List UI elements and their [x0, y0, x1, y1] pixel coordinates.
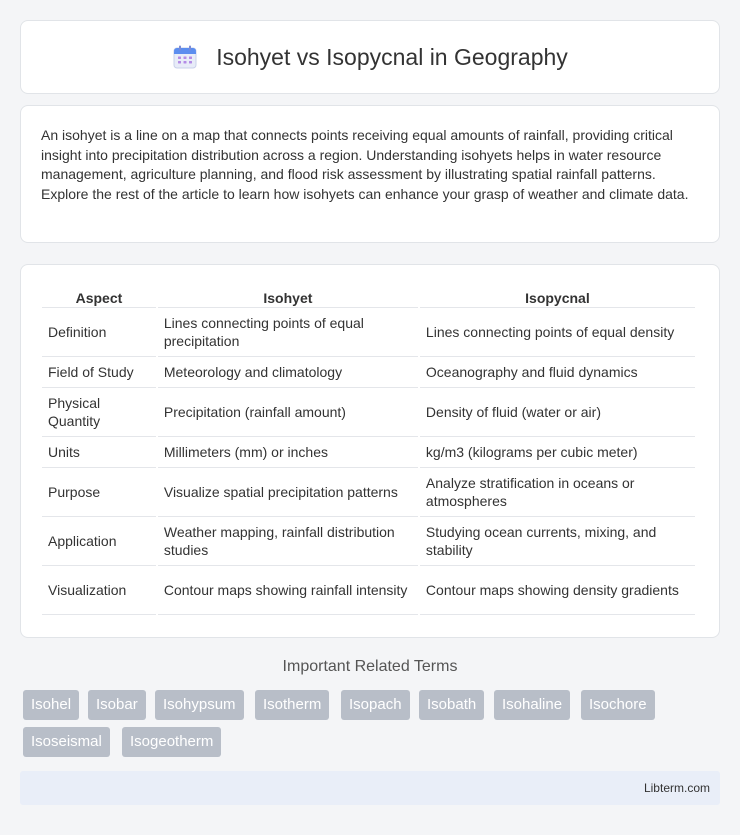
title-wrap — [172, 44, 568, 71]
row-isohyet: Millimeters (mm) or inches — [158, 437, 418, 468]
row-isopycnal: Lines connecting points of equal density — [420, 308, 695, 357]
table-row — [42, 357, 695, 388]
comparison-table — [40, 287, 697, 615]
row-isopycnal: Studying ocean currents, mixing, and stability — [420, 517, 695, 566]
row-aspect: Definition — [42, 308, 156, 357]
row-isohyet: Lines connecting points of equal precipitation — [158, 308, 418, 357]
page-title: Isohyet vs Isopycnal in Geography — [216, 43, 568, 70]
header-aspect: Aspect — [42, 287, 156, 308]
tag-isochore[interactable]: Isochore — [581, 690, 655, 720]
tag-isobath[interactable]: Isobath — [419, 690, 484, 720]
row-isopycnal: Density of fluid (water or air) — [420, 388, 695, 437]
row-isopycnal: Oceanography and fluid dynamics — [420, 357, 695, 388]
header-isohyet: Isohyet — [158, 287, 418, 308]
table-header-row — [42, 287, 695, 308]
row-isopycnal: Contour maps showing density gradients — [420, 566, 695, 615]
row-isohyet: Contour maps showing rainfall intensity — [158, 566, 418, 615]
related-terms-title: Important Related Terms — [282, 658, 458, 675]
row-aspect: Units — [42, 437, 156, 468]
table-row — [42, 437, 695, 468]
row-aspect: Purpose — [42, 468, 156, 517]
table-row — [42, 308, 695, 357]
row-isopycnal: kg/m3 (kilograms per cubic meter) — [420, 437, 695, 468]
tag-isohaline[interactable]: Isohaline — [494, 690, 570, 720]
footer-site-link[interactable]: Libterm.com — [643, 781, 710, 795]
row-isohyet: Visualize spatial precipitation patterns — [158, 468, 418, 517]
calendar-icon — [172, 44, 198, 70]
tag-isotherm[interactable]: Isotherm — [255, 690, 329, 720]
tag-isogeotherm[interactable]: Isogeotherm — [122, 727, 221, 757]
intro-text: An isohyet is a line on a map that connects points receiving equal amounts of rainfall, providing critical insight into precipitation distribution across a region. Understanding isohyets helps in water resource management, agriculture planning, and flood risk assessment by illustrating spatial rainfall patterns. Explore the rest of the article to learn how isohyets can enhance your grasp of weather and climate data. — [41, 127, 689, 202]
row-aspect: Field of Study — [42, 357, 156, 388]
intro-card — [20, 105, 720, 243]
row-aspect: Physical Quantity — [42, 388, 156, 437]
row-isohyet: Meteorology and climatology — [158, 357, 418, 388]
row-isohyet: Weather mapping, rainfall distribution studies — [158, 517, 418, 566]
tag-isobar[interactable]: Isobar — [88, 690, 146, 720]
comparison-card — [20, 264, 720, 638]
row-aspect: Visualization — [42, 566, 156, 615]
header-card — [20, 20, 720, 94]
table-row — [42, 517, 695, 566]
row-isohyet: Precipitation (rainfall amount) — [158, 388, 418, 437]
footer — [20, 771, 720, 805]
tag-isohel[interactable]: Isohel — [23, 690, 79, 720]
tag-isohypsum[interactable]: Isohypsum — [155, 690, 244, 720]
table-row — [42, 566, 695, 615]
table-row — [42, 468, 695, 517]
tag-isoseismal[interactable]: Isoseismal — [23, 727, 110, 757]
row-isopycnal: Analyze stratification in oceans or atmospheres — [420, 468, 695, 517]
header-isopycnal: Isopycnal — [420, 287, 695, 308]
tag-isopach[interactable]: Isopach — [341, 690, 410, 720]
table-row — [42, 388, 695, 437]
row-aspect: Application — [42, 517, 156, 566]
